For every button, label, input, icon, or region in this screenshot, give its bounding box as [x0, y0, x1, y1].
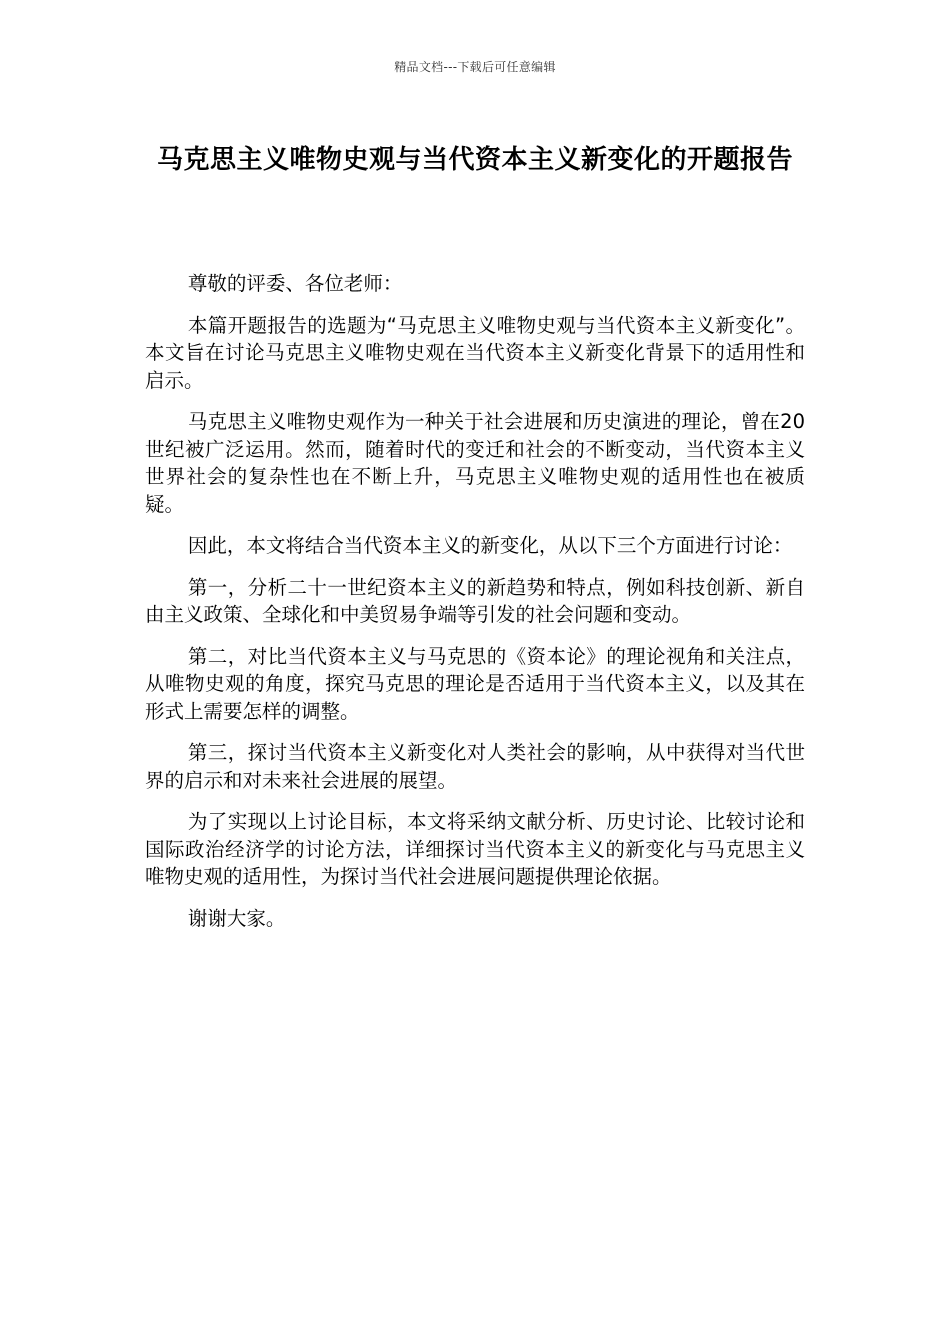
- paragraph-point-three: 第三，探讨当代资本主义新变化对人类社会的影响，从中获得对当代世界的启示和对未来社会进展的展望。: [145, 741, 805, 792]
- paragraph-methods: 为了实现以上讨论目标，本文将采纳文献分析、历史讨论、比较讨论和国际政治经济学的讨论方法，详细探讨当代资本主义的新变化与马克思主义唯物史观的适用性，为探讨当代社会进展问题提供理论依据。: [145, 810, 805, 888]
- paragraph-greeting: 尊敬的评委、各位老师：: [187, 272, 403, 295]
- document-title: 马克思主义唯物史观与当代资本主义新变化的开题报告: [156, 145, 793, 175]
- paragraph-point-one: 第一，分析二十一世纪资本主义的新趋势和特点，例如科技创新、新自由主义政策、全球化和中美贸易争端等引发的社会问题和变动。: [145, 575, 805, 626]
- paragraph-closing: 谢谢大家。: [187, 906, 286, 930]
- document-body: [145, 270, 805, 946]
- header-note: 精品文档---下载后可任意编辑: [394, 60, 556, 74]
- paragraph-topic: 本篇开题报告的选题为“马克思主义唯物史观与当代资本主义新变化”。本文旨在讨论马克思主义唯物史观在当代资本主义新变化背景下的适用性和启示。: [145, 313, 805, 392]
- paragraph-background: 马克思主义唯物史观作为一种关于社会进展和历史演进的理论，曾在20世纪被广泛运用。然而，随着时代的变迁和社会的不断变动，当代资本主义世界社会的复杂性也在不断上升，马克思主义唯物史观的适用性也在被质疑。: [145, 410, 805, 516]
- paragraph-approach: 因此，本文将结合当代资本主义的新变化，从以下三个方面进行讨论：: [187, 534, 793, 557]
- paragraph-point-two: 第二，对比当代资本主义与马克思的《资本论》的理论视角和关注点，从唯物史观的角度，探究马克思的理论是否适用于当代资本主义，以及其在形式上需要怎样的调整。: [145, 644, 805, 723]
